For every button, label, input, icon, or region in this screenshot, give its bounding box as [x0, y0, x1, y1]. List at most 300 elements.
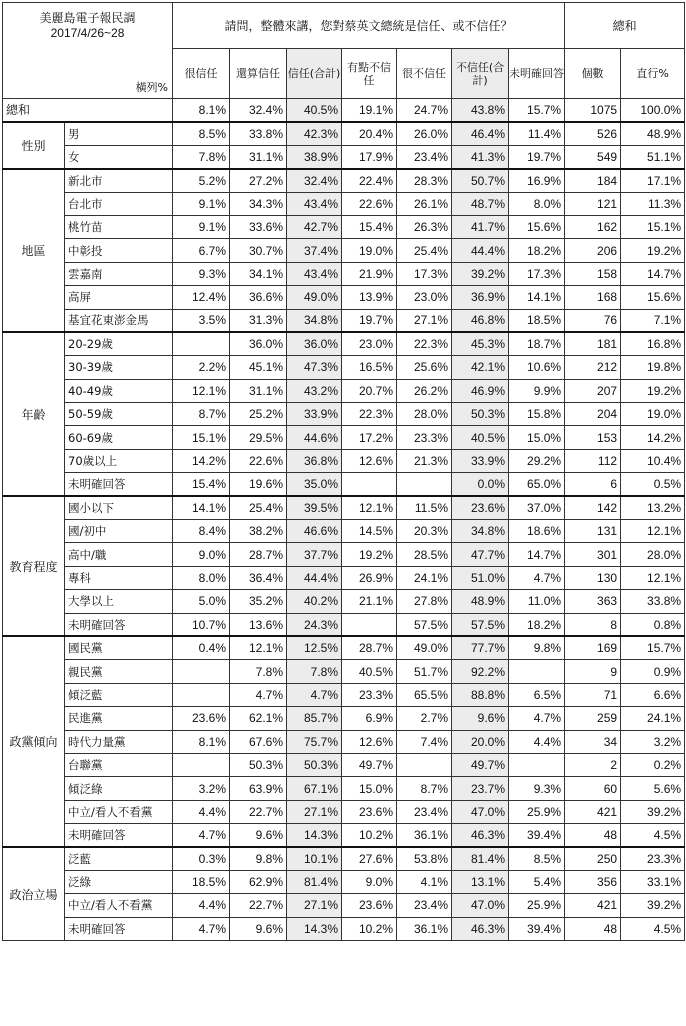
value-cell: 23.6%: [452, 496, 509, 519]
value-cell: 30.7%: [230, 239, 287, 262]
value-cell: 22.7%: [230, 894, 287, 917]
value-cell: 23.6%: [342, 800, 397, 823]
value-cell: 0.0%: [452, 473, 509, 496]
value-cell: 158: [565, 262, 621, 285]
value-cell: 23.3%: [342, 683, 397, 706]
column-header: 個數: [565, 49, 621, 99]
table-row: [3, 543, 685, 566]
value-cell: 4.5%: [621, 917, 685, 940]
value-cell: 9.9%: [509, 379, 565, 402]
value-cell: 207: [565, 379, 621, 402]
value-cell: 47.7%: [452, 543, 509, 566]
value-cell: 526: [565, 122, 621, 145]
poll-crosstab-table: [2, 2, 685, 941]
row-label: 民進黨: [65, 707, 173, 730]
table-row: [3, 496, 685, 519]
value-cell: 142: [565, 496, 621, 519]
row-label: 大學以上: [65, 590, 173, 613]
value-cell: 15.6%: [621, 286, 685, 309]
value-cell: 26.0%: [397, 122, 452, 145]
value-cell: 7.8%: [173, 145, 230, 168]
value-cell: 50.3%: [230, 753, 287, 776]
value-cell: 9.6%: [230, 824, 287, 847]
row-label: 新北市: [65, 169, 173, 192]
value-cell: 169: [565, 636, 621, 659]
value-cell: 31.1%: [230, 379, 287, 402]
table-row: [3, 894, 685, 917]
value-cell: 12.6%: [342, 449, 397, 472]
value-cell: 19.7%: [509, 145, 565, 168]
value-cell: 25.6%: [397, 356, 452, 379]
value-cell: 63.9%: [230, 777, 287, 800]
value-cell: 20.0%: [452, 730, 509, 753]
row-label: 台北市: [65, 192, 173, 215]
value-cell: 11.4%: [509, 122, 565, 145]
value-cell: 14.7%: [621, 262, 685, 285]
table-row: [3, 824, 685, 847]
value-cell: 34.3%: [230, 192, 287, 215]
value-cell: 20.4%: [342, 122, 397, 145]
value-cell: 27.6%: [342, 847, 397, 870]
survey-source: 美麗島電子報民調: [39, 11, 136, 25]
value-cell: 16.5%: [342, 356, 397, 379]
value-cell: 15.0%: [342, 777, 397, 800]
value-cell: 9.1%: [173, 215, 230, 238]
value-cell: 28.7%: [230, 543, 287, 566]
column-header: 不信任(合計): [452, 49, 509, 99]
value-cell: 46.8%: [452, 309, 509, 332]
value-cell: 42.3%: [287, 122, 342, 145]
value-cell: 51.1%: [621, 145, 685, 168]
value-cell: 18.5%: [509, 309, 565, 332]
value-cell: 15.0%: [509, 426, 565, 449]
table-row: [3, 613, 685, 636]
row-label: 台聯黨: [65, 753, 173, 776]
value-cell: 0.4%: [173, 636, 230, 659]
value-cell: 6.5%: [509, 683, 565, 706]
value-cell: 67.6%: [230, 730, 287, 753]
row-label: 傾泛綠: [65, 777, 173, 800]
value-cell: 9.0%: [173, 543, 230, 566]
value-cell: 51.7%: [397, 660, 452, 683]
value-cell: [509, 753, 565, 776]
value-cell: 36.6%: [230, 286, 287, 309]
value-cell: 16.9%: [509, 169, 565, 192]
value-cell: 36.1%: [397, 824, 452, 847]
value-cell: 301: [565, 543, 621, 566]
value-cell: 36.4%: [230, 566, 287, 589]
row-label: 中立/看人不看黨: [65, 800, 173, 823]
value-cell: 112: [565, 449, 621, 472]
value-cell: 75.7%: [287, 730, 342, 753]
row-label: 桃竹苗: [65, 215, 173, 238]
column-header: 直行%: [621, 49, 685, 99]
value-cell: 25.2%: [230, 403, 287, 426]
value-cell: 212: [565, 356, 621, 379]
value-cell: 46.3%: [452, 824, 509, 847]
value-cell: 5.2%: [173, 169, 230, 192]
value-cell: 37.0%: [509, 496, 565, 519]
value-cell: 19.2%: [342, 543, 397, 566]
table-row: [3, 590, 685, 613]
value-cell: 4.7%: [509, 707, 565, 730]
value-cell: 9.8%: [230, 847, 287, 870]
value-cell: 25.9%: [509, 894, 565, 917]
row-label: 未明確回答: [65, 613, 173, 636]
value-cell: 26.9%: [342, 566, 397, 589]
value-cell: 67.1%: [287, 777, 342, 800]
row-label: 70歲以上: [65, 449, 173, 472]
value-cell: 8: [565, 613, 621, 636]
value-cell: 47.3%: [287, 356, 342, 379]
row-label: 20-29歲: [65, 332, 173, 355]
value-cell: 24.1%: [621, 707, 685, 730]
value-cell: 153: [565, 426, 621, 449]
value-cell: 162: [565, 215, 621, 238]
value-cell: 92.2%: [452, 660, 509, 683]
value-cell: 17.3%: [397, 262, 452, 285]
value-cell: 27.1%: [287, 800, 342, 823]
value-cell: 12.1%: [621, 520, 685, 543]
row-label: 專科: [65, 566, 173, 589]
table-row: [3, 239, 685, 262]
value-cell: 33.8%: [230, 122, 287, 145]
value-cell: 11.0%: [509, 590, 565, 613]
value-cell: 18.6%: [509, 520, 565, 543]
row-label: 女: [65, 145, 173, 168]
value-cell: 6.7%: [173, 239, 230, 262]
value-cell: 50.3%: [452, 403, 509, 426]
value-cell: 22.7%: [230, 800, 287, 823]
table-row: [3, 215, 685, 238]
value-cell: 9.1%: [173, 192, 230, 215]
value-cell: 12.1%: [173, 379, 230, 402]
value-cell: 0.3%: [173, 847, 230, 870]
row-label: 雲嘉南: [65, 262, 173, 285]
value-cell: 23.0%: [397, 286, 452, 309]
value-cell: 48: [565, 824, 621, 847]
value-cell: 22.3%: [397, 332, 452, 355]
value-cell: 34.1%: [230, 262, 287, 285]
value-cell: 17.2%: [342, 426, 397, 449]
value-cell: 168: [565, 286, 621, 309]
value-cell: 85.7%: [287, 707, 342, 730]
value-cell: 14.1%: [509, 286, 565, 309]
value-cell: 0.5%: [621, 473, 685, 496]
value-cell: 19.0%: [621, 403, 685, 426]
row-percent-label: 橫列%: [135, 81, 169, 94]
table-row: [3, 286, 685, 309]
value-cell: 14.7%: [509, 543, 565, 566]
value-cell: 23.6%: [173, 707, 230, 730]
group-label: 地區: [3, 169, 65, 333]
value-cell: 4.4%: [173, 894, 230, 917]
value-cell: 36.8%: [287, 449, 342, 472]
row-label: 國民黨: [65, 636, 173, 659]
table-row: [3, 449, 685, 472]
value-cell: 24.7%: [397, 99, 452, 122]
value-cell: 65.5%: [397, 683, 452, 706]
value-cell: 44.6%: [287, 426, 342, 449]
value-cell: 19.7%: [342, 309, 397, 332]
value-cell: 71: [565, 683, 621, 706]
value-cell: 27.2%: [230, 169, 287, 192]
value-cell: [342, 613, 397, 636]
value-cell: 8.1%: [173, 730, 230, 753]
value-cell: 259: [565, 707, 621, 730]
value-cell: [173, 660, 230, 683]
value-cell: 8.0%: [509, 192, 565, 215]
value-cell: 35.2%: [230, 590, 287, 613]
group-label: 年齡: [3, 332, 65, 496]
table-row: [3, 192, 685, 215]
value-cell: 1075: [565, 99, 621, 122]
value-cell: 24.3%: [287, 613, 342, 636]
table-row: [3, 636, 685, 659]
value-cell: 50.7%: [452, 169, 509, 192]
row-label: 男: [65, 122, 173, 145]
value-cell: 8.5%: [509, 847, 565, 870]
question-header: 請問，整體來講，您對蔡英文總統是信任、或不信任？: [173, 3, 565, 49]
value-cell: 46.3%: [452, 917, 509, 940]
value-cell: 45.1%: [230, 356, 287, 379]
value-cell: 39.2%: [621, 800, 685, 823]
table-row: [3, 730, 685, 753]
value-cell: 43.4%: [287, 262, 342, 285]
table-row: [3, 870, 685, 893]
value-cell: 12.5%: [287, 636, 342, 659]
row-label: 國小以下: [65, 496, 173, 519]
value-cell: 19.2%: [621, 239, 685, 262]
value-cell: [509, 660, 565, 683]
table-row: [3, 122, 685, 145]
value-cell: 15.6%: [509, 215, 565, 238]
value-cell: 14.3%: [287, 824, 342, 847]
value-cell: 4.4%: [509, 730, 565, 753]
column-header: 很信任: [173, 49, 230, 99]
value-cell: 49.0%: [287, 286, 342, 309]
value-cell: 7.4%: [397, 730, 452, 753]
row-label: 親民黨: [65, 660, 173, 683]
table-row: [3, 145, 685, 168]
value-cell: 39.2%: [452, 262, 509, 285]
value-cell: [173, 753, 230, 776]
row-label: 泛綠: [65, 870, 173, 893]
value-cell: 18.2%: [509, 239, 565, 262]
value-cell: 33.9%: [452, 449, 509, 472]
value-cell: 36.1%: [397, 917, 452, 940]
value-cell: 38.2%: [230, 520, 287, 543]
value-cell: 25.4%: [230, 496, 287, 519]
value-cell: 53.8%: [397, 847, 452, 870]
value-cell: 0.2%: [621, 753, 685, 776]
value-cell: 5.6%: [621, 777, 685, 800]
value-cell: 15.4%: [342, 215, 397, 238]
value-cell: 28.7%: [342, 636, 397, 659]
value-cell: 15.7%: [509, 99, 565, 122]
value-cell: 8.0%: [173, 566, 230, 589]
table-row: [3, 660, 685, 683]
row-label: 基宜花東澎金馬: [65, 309, 173, 332]
value-cell: 250: [565, 847, 621, 870]
value-cell: [342, 473, 397, 496]
value-cell: 8.5%: [173, 122, 230, 145]
row-label: 高中/職: [65, 543, 173, 566]
value-cell: 3.2%: [621, 730, 685, 753]
row-label: 國/初中: [65, 520, 173, 543]
value-cell: 29.2%: [509, 449, 565, 472]
table-row: [3, 309, 685, 332]
value-cell: 184: [565, 169, 621, 192]
value-cell: 43.2%: [287, 379, 342, 402]
value-cell: 51.0%: [452, 566, 509, 589]
value-cell: 48.7%: [452, 192, 509, 215]
value-cell: 14.5%: [342, 520, 397, 543]
value-cell: 31.3%: [230, 309, 287, 332]
value-cell: 50.3%: [287, 753, 342, 776]
value-cell: 44.4%: [452, 239, 509, 262]
value-cell: 17.9%: [342, 145, 397, 168]
value-cell: 43.4%: [287, 192, 342, 215]
table-row: [3, 566, 685, 589]
row-label: 中彰投: [65, 239, 173, 262]
value-cell: 17.1%: [621, 169, 685, 192]
value-cell: 19.8%: [621, 356, 685, 379]
value-cell: 38.9%: [287, 145, 342, 168]
value-cell: 18.2%: [509, 613, 565, 636]
row-label: 中立/看人不看黨: [65, 894, 173, 917]
value-cell: 19.6%: [230, 473, 287, 496]
value-cell: 49.0%: [397, 636, 452, 659]
value-cell: 81.4%: [452, 847, 509, 870]
table-row: [3, 753, 685, 776]
value-cell: 76: [565, 309, 621, 332]
value-cell: 39.4%: [509, 824, 565, 847]
value-cell: 15.4%: [173, 473, 230, 496]
value-cell: 4.5%: [621, 824, 685, 847]
value-cell: 36.0%: [230, 332, 287, 355]
value-cell: 2.7%: [397, 707, 452, 730]
value-cell: 33.1%: [621, 870, 685, 893]
row-label: 未明確回答: [65, 917, 173, 940]
value-cell: 12.6%: [342, 730, 397, 753]
value-cell: 6.6%: [621, 683, 685, 706]
value-cell: 4.7%: [173, 917, 230, 940]
value-cell: 48.9%: [621, 122, 685, 145]
value-cell: 49.7%: [342, 753, 397, 776]
value-cell: 2.2%: [173, 356, 230, 379]
value-cell: 7.1%: [621, 309, 685, 332]
value-cell: 21.1%: [342, 590, 397, 613]
value-cell: 28.0%: [621, 543, 685, 566]
value-cell: 206: [565, 239, 621, 262]
value-cell: 8.4%: [173, 520, 230, 543]
value-cell: 37.7%: [287, 543, 342, 566]
value-cell: 23.0%: [342, 332, 397, 355]
value-cell: 77.7%: [452, 636, 509, 659]
value-cell: 60: [565, 777, 621, 800]
value-cell: 25.9%: [509, 800, 565, 823]
value-cell: 10.2%: [342, 917, 397, 940]
value-cell: 27.1%: [287, 894, 342, 917]
value-cell: 29.5%: [230, 426, 287, 449]
value-cell: 57.5%: [452, 613, 509, 636]
table-body: [3, 99, 685, 941]
total-row: [3, 99, 685, 122]
value-cell: [397, 753, 452, 776]
value-cell: 23.3%: [397, 426, 452, 449]
value-cell: 39.4%: [509, 917, 565, 940]
value-cell: [173, 683, 230, 706]
value-cell: 20.7%: [342, 379, 397, 402]
value-cell: 356: [565, 870, 621, 893]
value-cell: 27.8%: [397, 590, 452, 613]
value-cell: 12.1%: [621, 566, 685, 589]
survey-date: 2017/4/26~28: [50, 26, 125, 40]
value-cell: 5.0%: [173, 590, 230, 613]
value-cell: 12.1%: [342, 496, 397, 519]
value-cell: 28.3%: [397, 169, 452, 192]
group-label: 政黨傾向: [3, 636, 65, 847]
value-cell: 45.3%: [452, 332, 509, 355]
value-cell: 23.3%: [621, 847, 685, 870]
value-cell: 22.4%: [342, 169, 397, 192]
value-cell: 9.0%: [342, 870, 397, 893]
value-cell: 36.0%: [287, 332, 342, 355]
table-row: [3, 707, 685, 730]
value-cell: 549: [565, 145, 621, 168]
value-cell: 44.4%: [287, 566, 342, 589]
table-row: [3, 262, 685, 285]
value-cell: 40.5%: [287, 99, 342, 122]
value-cell: 19.0%: [342, 239, 397, 262]
value-cell: 33.6%: [230, 215, 287, 238]
value-cell: 130: [565, 566, 621, 589]
value-cell: 42.7%: [287, 215, 342, 238]
column-header: 信任(合計): [287, 49, 342, 99]
value-cell: 23.4%: [397, 894, 452, 917]
value-cell: 32.4%: [230, 99, 287, 122]
value-cell: 24.1%: [397, 566, 452, 589]
value-cell: 8.7%: [173, 403, 230, 426]
value-cell: 37.4%: [287, 239, 342, 262]
value-cell: 41.3%: [452, 145, 509, 168]
value-cell: 9.3%: [509, 777, 565, 800]
value-cell: 14.3%: [287, 917, 342, 940]
value-cell: 7.8%: [287, 660, 342, 683]
value-cell: 9.8%: [509, 636, 565, 659]
value-cell: 13.9%: [342, 286, 397, 309]
total-row-label: 總和: [3, 99, 173, 122]
value-cell: 47.0%: [452, 800, 509, 823]
value-cell: 15.7%: [621, 636, 685, 659]
value-cell: 18.7%: [509, 332, 565, 355]
value-cell: 11.5%: [397, 496, 452, 519]
value-cell: 48: [565, 917, 621, 940]
table-row: [3, 379, 685, 402]
value-cell: 22.6%: [230, 449, 287, 472]
value-cell: 49.7%: [452, 753, 509, 776]
value-cell: 4.7%: [173, 824, 230, 847]
value-cell: 40.5%: [342, 660, 397, 683]
value-cell: 8.1%: [173, 99, 230, 122]
value-cell: 35.0%: [287, 473, 342, 496]
value-cell: 13.1%: [452, 870, 509, 893]
value-cell: 17.3%: [509, 262, 565, 285]
value-cell: 9.3%: [173, 262, 230, 285]
value-cell: 19.2%: [621, 379, 685, 402]
row-label: 泛藍: [65, 847, 173, 870]
